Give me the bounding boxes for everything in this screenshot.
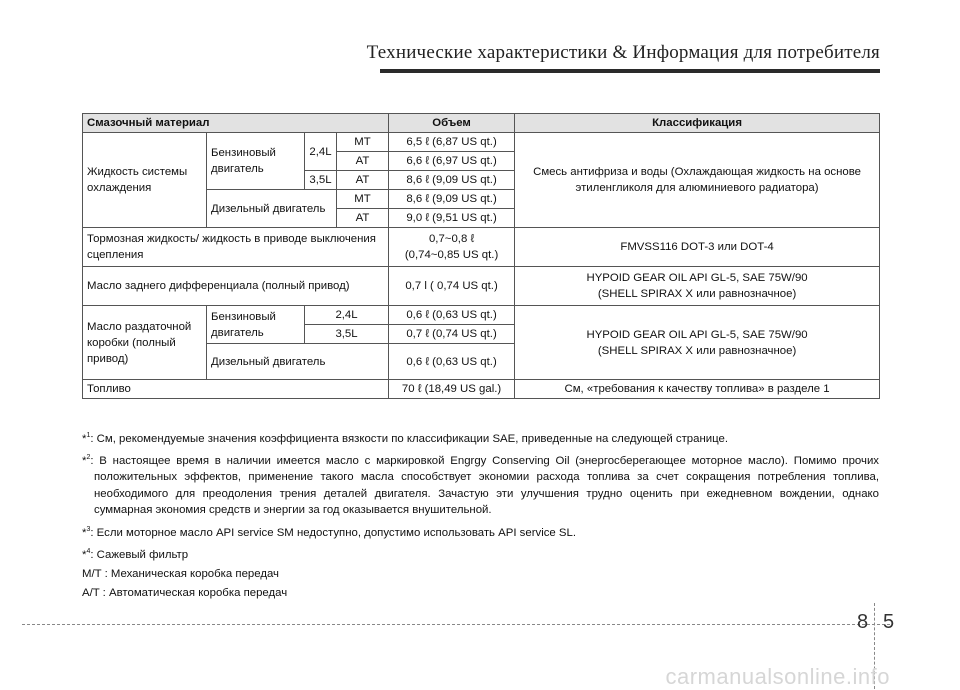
fuel-class: См, «требования к качеству топлива» в разделе 1 <box>515 380 880 399</box>
header-material: Смазочный материал <box>83 114 389 133</box>
footnotes <box>82 428 879 605</box>
brake-class: FMVSS116 DOT-3 или DOT-4 <box>515 228 880 267</box>
header-classification: Классификация <box>515 114 880 133</box>
coolant-mt: MT <box>337 190 389 209</box>
fuel-name: Топливо <box>83 380 389 399</box>
coolant-volume: 8,6 ℓ (9,09 US qt.) <box>389 190 515 209</box>
transfer-engine-35: 3,5L <box>305 325 389 344</box>
coolant-diesel-label: Дизельный двигатель <box>207 190 337 228</box>
footnote-sup: 3 <box>86 525 91 533</box>
lubricant-table <box>82 113 880 399</box>
brake-name: Тормозная жидкость/ жидкость в приводе выключения сцепления <box>83 228 389 267</box>
footnote-mark: * <box>82 548 87 561</box>
coolant-at: AT <box>337 152 389 171</box>
footnote-1 <box>82 428 879 447</box>
footnote-2 <box>82 450 879 518</box>
coolant-petrol-label: Бензиновый двигатель <box>207 133 305 190</box>
table-row <box>83 267 880 306</box>
transfer-volume: 0,6 ℓ (0,63 US qt.) <box>389 306 515 325</box>
transfer-class-line1: HYPOID GEAR OIL API GL-5, SAE 75W/90 <box>586 328 808 341</box>
table-header-row <box>83 114 880 133</box>
table-row <box>83 228 880 267</box>
transfer-class-line2: (SHELL SPIRAX X или равнозначное) <box>597 344 797 357</box>
footnote-mark: * <box>82 526 87 539</box>
diff-class-line1: HYPOID GEAR OIL API GL-5, SAE 75W/90 <box>586 272 808 284</box>
footnote-sup: 2 <box>86 454 91 462</box>
footnote-4 <box>82 544 879 563</box>
footer-rule <box>22 624 890 625</box>
transfer-class <box>515 306 880 380</box>
footnote-sup: 4 <box>86 547 91 555</box>
footnote-text: : Если моторное масло API service SM недоступно, допустимо использовать API service SL. <box>90 526 577 539</box>
coolant-volume: 9,0 ℓ (9,51 US qt.) <box>389 209 515 228</box>
fuel-volume: 70 ℓ (18,49 US gal.) <box>389 380 515 399</box>
transfer-petrol-label: Бензиновый двигатель <box>207 306 305 344</box>
coolant-name: Жидкость системы охлаждения <box>83 133 207 228</box>
brake-volume-qt: (0,74~0,85 US qt.) <box>404 249 499 261</box>
table-row <box>83 133 880 152</box>
coolant-volume: 8,6 ℓ (9,09 US qt.) <box>389 171 515 190</box>
transfer-diesel-label: Дизельный двигатель <box>207 344 389 380</box>
footnote-mark: * <box>82 432 87 445</box>
diff-volume: 0,7 l ( 0,74 US qt.) <box>389 267 515 306</box>
watermark: carmanualsonline.info <box>665 664 890 689</box>
footnote-text: : В настоящее время в наличии имеется масло с маркировкой Engrgy Conserving Oil (энергосберегающее моторное масло). Помимо прочих положительных эффектов, применение такого масла способствует экономии расхода топлива за счет сокращения потребления топлива, необходимого для преодоления трения деталей двигателя. Зачастую эти улучшения трудно оценить при ежедневном вождении, однако суммарная экономия средств и энергии за год оказывается внушительной. <box>90 455 879 517</box>
footnote-3 <box>82 522 879 541</box>
page-number-section: 8 <box>857 611 869 633</box>
page-number: 5 <box>883 611 895 633</box>
transfer-engine-24: 2,4L <box>305 306 389 325</box>
coolant-mt: MT <box>337 133 389 152</box>
diff-class-line2: (SHELL SPIRAX X или равнозначное) <box>597 288 797 300</box>
page-header-title: Технические характеристики & Информация для потребителя <box>366 42 880 63</box>
coolant-at: AT <box>337 171 389 190</box>
footnote-text: : См, рекомендуемые значения коэффициента вязкости по классификации SAE, приведенные на следующей странице. <box>90 432 729 445</box>
diff-name: Масло заднего дифференциала (полный привод) <box>83 267 389 306</box>
transfer-name: Масло раздаточной коробки (полный привод) <box>83 306 207 380</box>
footnote-text: : Сажевый фильтр <box>90 548 189 561</box>
coolant-volume: 6,5 ℓ (6,87 US qt.) <box>389 133 515 152</box>
legend-at: A/T : Автоматическая коробка передач <box>82 587 288 600</box>
coolant-engine-24: 2,4L <box>305 133 337 171</box>
diff-class <box>515 267 880 306</box>
coolant-engine-35: 3,5L <box>305 171 337 190</box>
coolant-at: AT <box>337 209 389 228</box>
coolant-volume: 6,6 ℓ (6,97 US qt.) <box>389 152 515 171</box>
footnote-mark: * <box>82 455 87 467</box>
footnote-sup: 1 <box>86 432 91 439</box>
brake-volume <box>389 228 515 267</box>
brake-volume-l: 0,7~0,8 ℓ <box>428 233 475 245</box>
table-row <box>83 306 880 325</box>
transfer-volume: 0,7 ℓ (0,74 US qt.) <box>389 325 515 344</box>
table-row <box>83 380 880 399</box>
header-rule <box>380 69 880 73</box>
header-volume: Объем <box>389 114 515 133</box>
transfer-volume: 0,6 ℓ (0,63 US qt.) <box>389 344 515 380</box>
legend-mt: M/T : Механическая коробка передач <box>82 568 279 581</box>
coolant-class: Смесь антифриза и воды (Охлаждающая жидкость на основе этиленгликоля для алюминиевого радиатора) <box>515 133 880 228</box>
